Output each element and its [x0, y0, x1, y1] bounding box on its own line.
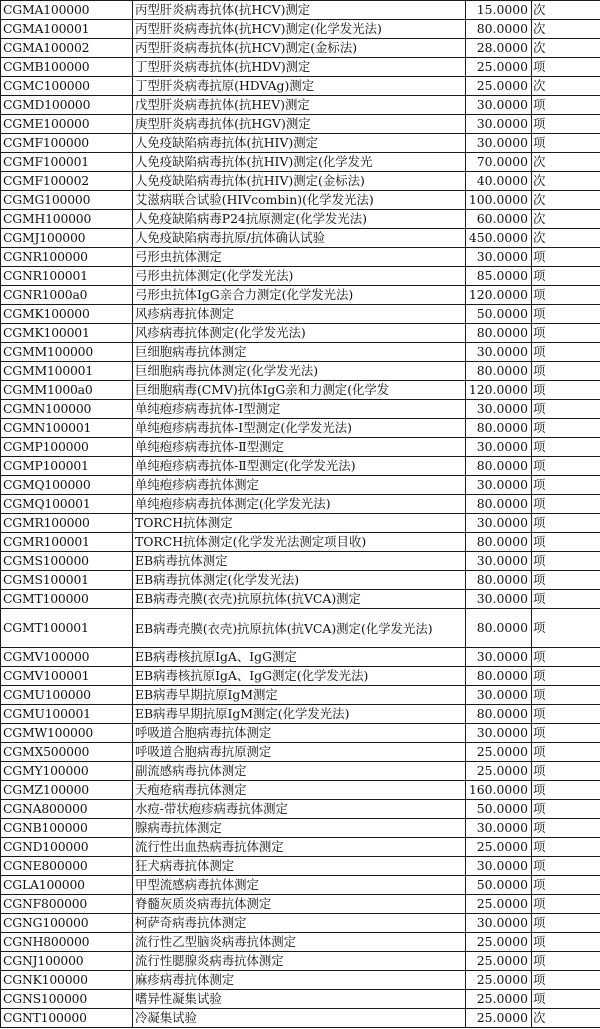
- table-row: [1, 343, 600, 362]
- item-code-cell: CGMQ100000: [1, 476, 133, 495]
- table-row: [1, 20, 600, 39]
- item-code-cell: CGMD100000: [1, 96, 133, 115]
- table-row: [1, 191, 600, 210]
- item-unit-cell: 项: [532, 724, 600, 743]
- item-price-cell: 80.0000: [466, 362, 532, 381]
- item-name-cell: EB病毒核抗原IgA、IgG测定: [133, 648, 466, 667]
- item-price-cell: 30.0000: [466, 115, 532, 134]
- item-code-cell: CGMG100000: [1, 191, 133, 210]
- table-row: [1, 39, 600, 58]
- item-code-cell: CGMB100000: [1, 58, 133, 77]
- table-row: [1, 990, 600, 1009]
- table-row: [1, 172, 600, 191]
- item-price-cell: 50.0000: [466, 800, 532, 819]
- item-code-cell: CGMM1000a0: [1, 381, 133, 400]
- item-price-cell: 25.0000: [466, 933, 532, 952]
- item-code-cell: CGMT100001: [1, 609, 133, 648]
- item-price-cell: 30.0000: [466, 96, 532, 115]
- table-row: [1, 648, 600, 667]
- item-code-cell: CGNB100000: [1, 819, 133, 838]
- item-unit-cell: 项: [532, 933, 600, 952]
- item-unit-cell: 项: [532, 438, 600, 457]
- table-row: [1, 1009, 600, 1028]
- table-row: [1, 1, 600, 20]
- table-row: [1, 457, 600, 476]
- item-price-cell: 30.0000: [466, 438, 532, 457]
- item-code-cell: CGMH100000: [1, 210, 133, 229]
- item-name-cell: 风疹病毒抗体测定(化学发光法): [133, 324, 466, 343]
- item-unit-cell: 项: [532, 952, 600, 971]
- item-price-cell: 30.0000: [466, 552, 532, 571]
- item-name-cell: 单纯疱疹病毒抗体-Ⅱ型测定: [133, 438, 466, 457]
- item-price-cell: 80.0000: [466, 609, 532, 648]
- item-code-cell: CGMA100000: [1, 1, 133, 20]
- item-unit-cell: 项: [532, 533, 600, 552]
- item-name-cell: 脊髓灰质炎病毒抗体测定: [133, 895, 466, 914]
- item-code-cell: CGMS100001: [1, 571, 133, 590]
- table-row: [1, 667, 600, 686]
- item-name-cell: 人免疫缺陷病毒抗体(抗HIV)测定: [133, 134, 466, 153]
- item-price-cell: 30.0000: [466, 914, 532, 933]
- table-row: [1, 552, 600, 571]
- item-name-cell: 艾滋病联合试验(HIVcombin)(化学发光法): [133, 191, 466, 210]
- item-code-cell: CGMA100002: [1, 39, 133, 58]
- table-row: [1, 153, 600, 172]
- table-row: [1, 248, 600, 267]
- table-row: [1, 800, 600, 819]
- item-code-cell: CGMZ100000: [1, 781, 133, 800]
- item-code-cell: CGMM100000: [1, 343, 133, 362]
- table-row: [1, 324, 600, 343]
- item-code-cell: CGMP100000: [1, 438, 133, 457]
- item-price-cell: 25.0000: [466, 762, 532, 781]
- item-unit-cell: 项: [532, 400, 600, 419]
- item-unit-cell: 项: [532, 686, 600, 705]
- item-unit-cell: 次: [532, 172, 600, 191]
- item-name-cell: 单纯疱疹病毒抗体测定: [133, 476, 466, 495]
- item-price-cell: 30.0000: [466, 724, 532, 743]
- item-name-cell: 单纯疱疹病毒抗体-Ⅰ型测定: [133, 400, 466, 419]
- item-price-cell: 80.0000: [466, 533, 532, 552]
- table-row: [1, 533, 600, 552]
- item-price-cell: 30.0000: [466, 248, 532, 267]
- item-name-cell: 弓形虫抗体测定(化学发光法): [133, 267, 466, 286]
- item-code-cell: CGMW100000: [1, 724, 133, 743]
- item-code-cell: CGNR100001: [1, 267, 133, 286]
- item-price-cell: 80.0000: [466, 457, 532, 476]
- table-row: [1, 381, 600, 400]
- item-price-cell: 15.0000: [466, 1, 532, 20]
- item-code-cell: CGNF800000: [1, 895, 133, 914]
- item-name-cell: 巨细胞病毒(CMV)抗体IgG亲和力测定(化学发: [133, 381, 466, 400]
- item-name-cell: 单纯疱疹病毒抗体测定(化学发光法): [133, 495, 466, 514]
- item-unit-cell: 项: [532, 857, 600, 876]
- item-name-cell: 副流感病毒抗体测定: [133, 762, 466, 781]
- item-code-cell: CGMY100000: [1, 762, 133, 781]
- item-name-cell: EB病毒抗体测定(化学发光法): [133, 571, 466, 590]
- item-code-cell: CGMR100000: [1, 514, 133, 533]
- item-unit-cell: 次: [532, 210, 600, 229]
- table-row: [1, 267, 600, 286]
- item-name-cell: 单纯疱疹病毒抗体-Ⅰ型测定(化学发光法): [133, 419, 466, 438]
- item-code-cell: CGNS100000: [1, 990, 133, 1009]
- item-name-cell: 丙型肝炎病毒抗体(抗HCV)测定: [133, 1, 466, 20]
- item-code-cell: CGMC100000: [1, 77, 133, 96]
- item-price-cell: 80.0000: [466, 419, 532, 438]
- item-unit-cell: 项: [532, 419, 600, 438]
- item-unit-cell: 项: [532, 590, 600, 609]
- table-row: [1, 438, 600, 457]
- item-code-cell: CGMQ100001: [1, 495, 133, 514]
- item-price-cell: 70.0000: [466, 153, 532, 172]
- item-name-cell: TORCH抗体测定: [133, 514, 466, 533]
- item-code-cell: CGNT100000: [1, 1009, 133, 1028]
- table-row: [1, 914, 600, 933]
- item-price-cell: 80.0000: [466, 705, 532, 724]
- item-name-cell: 人免疫缺陷病毒抗体(抗HIV)测定(化学发光: [133, 153, 466, 172]
- item-unit-cell: 项: [532, 990, 600, 1009]
- item-unit-cell: 项: [532, 305, 600, 324]
- item-code-cell: CGMV100001: [1, 667, 133, 686]
- table-row: [1, 495, 600, 514]
- table-row: [1, 724, 600, 743]
- item-unit-cell: 项: [532, 800, 600, 819]
- table-row: [1, 762, 600, 781]
- table-row: [1, 895, 600, 914]
- item-price-cell: 120.0000: [466, 286, 532, 305]
- item-name-cell: 呼吸道合胞病毒抗原测定: [133, 743, 466, 762]
- item-name-cell: 戊型肝炎病毒抗体(抗HEV)测定: [133, 96, 466, 115]
- item-unit-cell: 次: [532, 1009, 600, 1028]
- item-unit-cell: 项: [532, 705, 600, 724]
- table-row: [1, 115, 600, 134]
- item-unit-cell: 项: [532, 648, 600, 667]
- item-name-cell: 甲型流感病毒抗体测定: [133, 876, 466, 895]
- item-price-cell: 80.0000: [466, 20, 532, 39]
- item-price-cell: 50.0000: [466, 876, 532, 895]
- item-name-cell: 麻疹病毒抗体测定: [133, 971, 466, 990]
- item-name-cell: 天疱疮病毒抗体测定: [133, 781, 466, 800]
- item-code-cell: CGMF100000: [1, 134, 133, 153]
- item-name-cell: 人免疫缺陷病毒P24抗原测定(化学发光法): [133, 210, 466, 229]
- item-name-cell: 狂犬病毒抗体测定: [133, 857, 466, 876]
- item-code-cell: CGMU100001: [1, 705, 133, 724]
- item-code-cell: CGME100000: [1, 115, 133, 134]
- table-row: [1, 514, 600, 533]
- item-unit-cell: 项: [532, 362, 600, 381]
- item-name-cell: 水痘-带状疱疹病毒抗体测定: [133, 800, 466, 819]
- item-code-cell: CGNJ100000: [1, 952, 133, 971]
- item-code-cell: CGMN100000: [1, 400, 133, 419]
- item-price-cell: 25.0000: [466, 1009, 532, 1028]
- item-code-cell: CGMF100002: [1, 172, 133, 191]
- item-price-cell: 80.0000: [466, 667, 532, 686]
- item-price-cell: 28.0000: [466, 39, 532, 58]
- table-row: [1, 210, 600, 229]
- item-unit-cell: 项: [532, 248, 600, 267]
- item-unit-cell: 项: [532, 838, 600, 857]
- item-code-cell: CGMU100000: [1, 686, 133, 705]
- item-unit-cell: 项: [532, 324, 600, 343]
- table-row: [1, 476, 600, 495]
- item-unit-cell: 项: [532, 667, 600, 686]
- item-code-cell: CGMX500000: [1, 743, 133, 762]
- item-name-cell: 丙型肝炎病毒抗体(抗HCV)测定(化学发光法): [133, 20, 466, 39]
- item-code-cell: CGNG100000: [1, 914, 133, 933]
- item-code-cell: CGNR1000a0: [1, 286, 133, 305]
- item-code-cell: CGNH800000: [1, 933, 133, 952]
- item-unit-cell: 项: [532, 58, 600, 77]
- item-unit-cell: 项: [532, 914, 600, 933]
- item-name-cell: 人免疫缺陷病毒抗体(抗HIV)测定(金标法): [133, 172, 466, 191]
- item-code-cell: CGND100000: [1, 838, 133, 857]
- table-row: [1, 838, 600, 857]
- item-unit-cell: 项: [532, 96, 600, 115]
- item-unit-cell: 项: [532, 609, 600, 648]
- item-price-cell: 25.0000: [466, 990, 532, 1009]
- item-price-cell: 30.0000: [466, 819, 532, 838]
- item-name-cell: 嗜异性凝集试验: [133, 990, 466, 1009]
- table-row: [1, 952, 600, 971]
- item-name-cell: 流行性乙型脑炎病毒抗体测定: [133, 933, 466, 952]
- item-code-cell: CGMR100001: [1, 533, 133, 552]
- table-row: [1, 400, 600, 419]
- item-unit-cell: 次: [532, 1, 600, 20]
- item-price-cell: 25.0000: [466, 895, 532, 914]
- item-price-cell: 30.0000: [466, 400, 532, 419]
- item-code-cell: CGMM100001: [1, 362, 133, 381]
- item-name-cell: 巨细胞病毒抗体测定(化学发光法): [133, 362, 466, 381]
- item-price-cell: 30.0000: [466, 476, 532, 495]
- item-price-cell: 30.0000: [466, 514, 532, 533]
- item-price-cell: 85.0000: [466, 267, 532, 286]
- table-row: [1, 857, 600, 876]
- item-price-cell: 40.0000: [466, 172, 532, 191]
- item-price-cell: 80.0000: [466, 571, 532, 590]
- item-code-cell: CGLA100000: [1, 876, 133, 895]
- item-price-cell: 30.0000: [466, 134, 532, 153]
- item-price-cell: 25.0000: [466, 743, 532, 762]
- table-row: [1, 971, 600, 990]
- table-row: [1, 77, 600, 96]
- item-name-cell: 弓形虫抗体测定: [133, 248, 466, 267]
- table-row: [1, 819, 600, 838]
- item-name-cell: 巨细胞病毒抗体测定: [133, 343, 466, 362]
- item-name-cell: 腺病毒抗体测定: [133, 819, 466, 838]
- item-code-cell: CGMF100001: [1, 153, 133, 172]
- item-code-cell: CGMJ100000: [1, 229, 133, 248]
- table-row: [1, 590, 600, 609]
- table-row: [1, 743, 600, 762]
- item-unit-cell: 项: [532, 495, 600, 514]
- table-row: [1, 571, 600, 590]
- table-row: [1, 305, 600, 324]
- item-unit-cell: 次: [532, 191, 600, 210]
- item-name-cell: EB病毒壳膜(衣壳)抗原抗体(抗VCA)测定(化学发光法): [133, 609, 466, 648]
- item-price-cell: 30.0000: [466, 343, 532, 362]
- item-code-cell: CGNK100000: [1, 971, 133, 990]
- item-name-cell: 冷凝集试验: [133, 1009, 466, 1028]
- table-row: [1, 362, 600, 381]
- item-price-cell: 450.0000: [466, 229, 532, 248]
- item-unit-cell: 项: [532, 134, 600, 153]
- item-name-cell: 丁型肝炎病毒抗体(抗HDV)测定: [133, 58, 466, 77]
- item-price-cell: 100.0000: [466, 191, 532, 210]
- item-unit-cell: 项: [532, 876, 600, 895]
- item-price-cell: 160.0000: [466, 781, 532, 800]
- item-name-cell: EB病毒核抗原IgA、IgG测定(化学发光法): [133, 667, 466, 686]
- fee-table-body: [1, 1, 600, 1028]
- item-price-cell: 25.0000: [466, 952, 532, 971]
- table-row: [1, 134, 600, 153]
- table-row: [1, 705, 600, 724]
- item-price-cell: 30.0000: [466, 857, 532, 876]
- item-unit-cell: 项: [532, 343, 600, 362]
- item-unit-cell: 项: [532, 476, 600, 495]
- item-code-cell: CGMN100001: [1, 419, 133, 438]
- item-name-cell: 单纯疱疹病毒抗体-Ⅱ型测定(化学发光法): [133, 457, 466, 476]
- item-unit-cell: 项: [532, 457, 600, 476]
- item-unit-cell: 次: [532, 153, 600, 172]
- item-code-cell: CGMA100001: [1, 20, 133, 39]
- item-code-cell: CGNA800000: [1, 800, 133, 819]
- item-name-cell: 庚型肝炎病毒抗体(抗HGV)测定: [133, 115, 466, 134]
- item-name-cell: 流行性出血热病毒抗体测定: [133, 838, 466, 857]
- item-price-cell: 25.0000: [466, 971, 532, 990]
- item-price-cell: 120.0000: [466, 381, 532, 400]
- item-price-cell: 80.0000: [466, 324, 532, 343]
- item-price-cell: 30.0000: [466, 686, 532, 705]
- table-row: [1, 781, 600, 800]
- item-unit-cell: 次: [532, 229, 600, 248]
- item-code-cell: CGMP100001: [1, 457, 133, 476]
- item-unit-cell: 项: [532, 819, 600, 838]
- item-unit-cell: 项: [532, 743, 600, 762]
- item-code-cell: CGNR100000: [1, 248, 133, 267]
- item-code-cell: CGNE800000: [1, 857, 133, 876]
- item-price-cell: 25.0000: [466, 58, 532, 77]
- item-unit-cell: 项: [532, 971, 600, 990]
- item-unit-cell: 次: [532, 39, 600, 58]
- item-name-cell: EB病毒抗体测定: [133, 552, 466, 571]
- item-name-cell: 柯萨奇病毒抗体测定: [133, 914, 466, 933]
- table-row: [1, 419, 600, 438]
- item-name-cell: EB病毒早期抗原IgM测定(化学发光法): [133, 705, 466, 724]
- table-row: [1, 58, 600, 77]
- item-unit-cell: 项: [532, 552, 600, 571]
- item-name-cell: 丙型肝炎病毒抗体(抗HCV)测定(金标法): [133, 39, 466, 58]
- table-row: [1, 229, 600, 248]
- item-price-cell: 30.0000: [466, 648, 532, 667]
- item-name-cell: EB病毒壳膜(衣壳)抗原抗体(抗VCA)测定: [133, 590, 466, 609]
- item-unit-cell: 项: [532, 571, 600, 590]
- table-row: [1, 686, 600, 705]
- item-unit-cell: 次: [532, 77, 600, 96]
- item-unit-cell: 项: [532, 781, 600, 800]
- table-row: [1, 609, 600, 648]
- item-name-cell: 丁型肝炎病毒抗原(HDVAg)测定: [133, 77, 466, 96]
- item-price-cell: 25.0000: [466, 77, 532, 96]
- item-price-cell: 80.0000: [466, 495, 532, 514]
- item-unit-cell: 项: [532, 514, 600, 533]
- item-unit-cell: 项: [532, 895, 600, 914]
- table-row: [1, 933, 600, 952]
- table-row: [1, 286, 600, 305]
- item-price-cell: 60.0000: [466, 210, 532, 229]
- item-name-cell: 呼吸道合胞病毒抗体测定: [133, 724, 466, 743]
- item-price-cell: 25.0000: [466, 838, 532, 857]
- table-row: [1, 96, 600, 115]
- item-name-cell: 人免疫缺陷病毒抗原/抗体确认试验: [133, 229, 466, 248]
- item-name-cell: 弓形虫抗体IgG亲合力测定(化学发光法): [133, 286, 466, 305]
- item-name-cell: EB病毒早期抗原IgM测定: [133, 686, 466, 705]
- item-price-cell: 30.0000: [466, 590, 532, 609]
- item-code-cell: CGMV100000: [1, 648, 133, 667]
- item-unit-cell: 项: [532, 286, 600, 305]
- item-unit-cell: 次: [532, 20, 600, 39]
- item-code-cell: CGMT100000: [1, 590, 133, 609]
- item-unit-cell: 项: [532, 115, 600, 134]
- item-code-cell: CGMS100000: [1, 552, 133, 571]
- item-price-cell: 50.0000: [466, 305, 532, 324]
- item-name-cell: TORCH抗体测定(化学发光法测定项目收): [133, 533, 466, 552]
- item-name-cell: 风疹病毒抗体测定: [133, 305, 466, 324]
- table-row: [1, 876, 600, 895]
- item-code-cell: CGMK100000: [1, 305, 133, 324]
- item-unit-cell: 项: [532, 267, 600, 286]
- item-unit-cell: 项: [532, 381, 600, 400]
- item-name-cell: 流行性腮腺炎病毒抗体测定: [133, 952, 466, 971]
- item-code-cell: CGMK100001: [1, 324, 133, 343]
- item-unit-cell: 项: [532, 762, 600, 781]
